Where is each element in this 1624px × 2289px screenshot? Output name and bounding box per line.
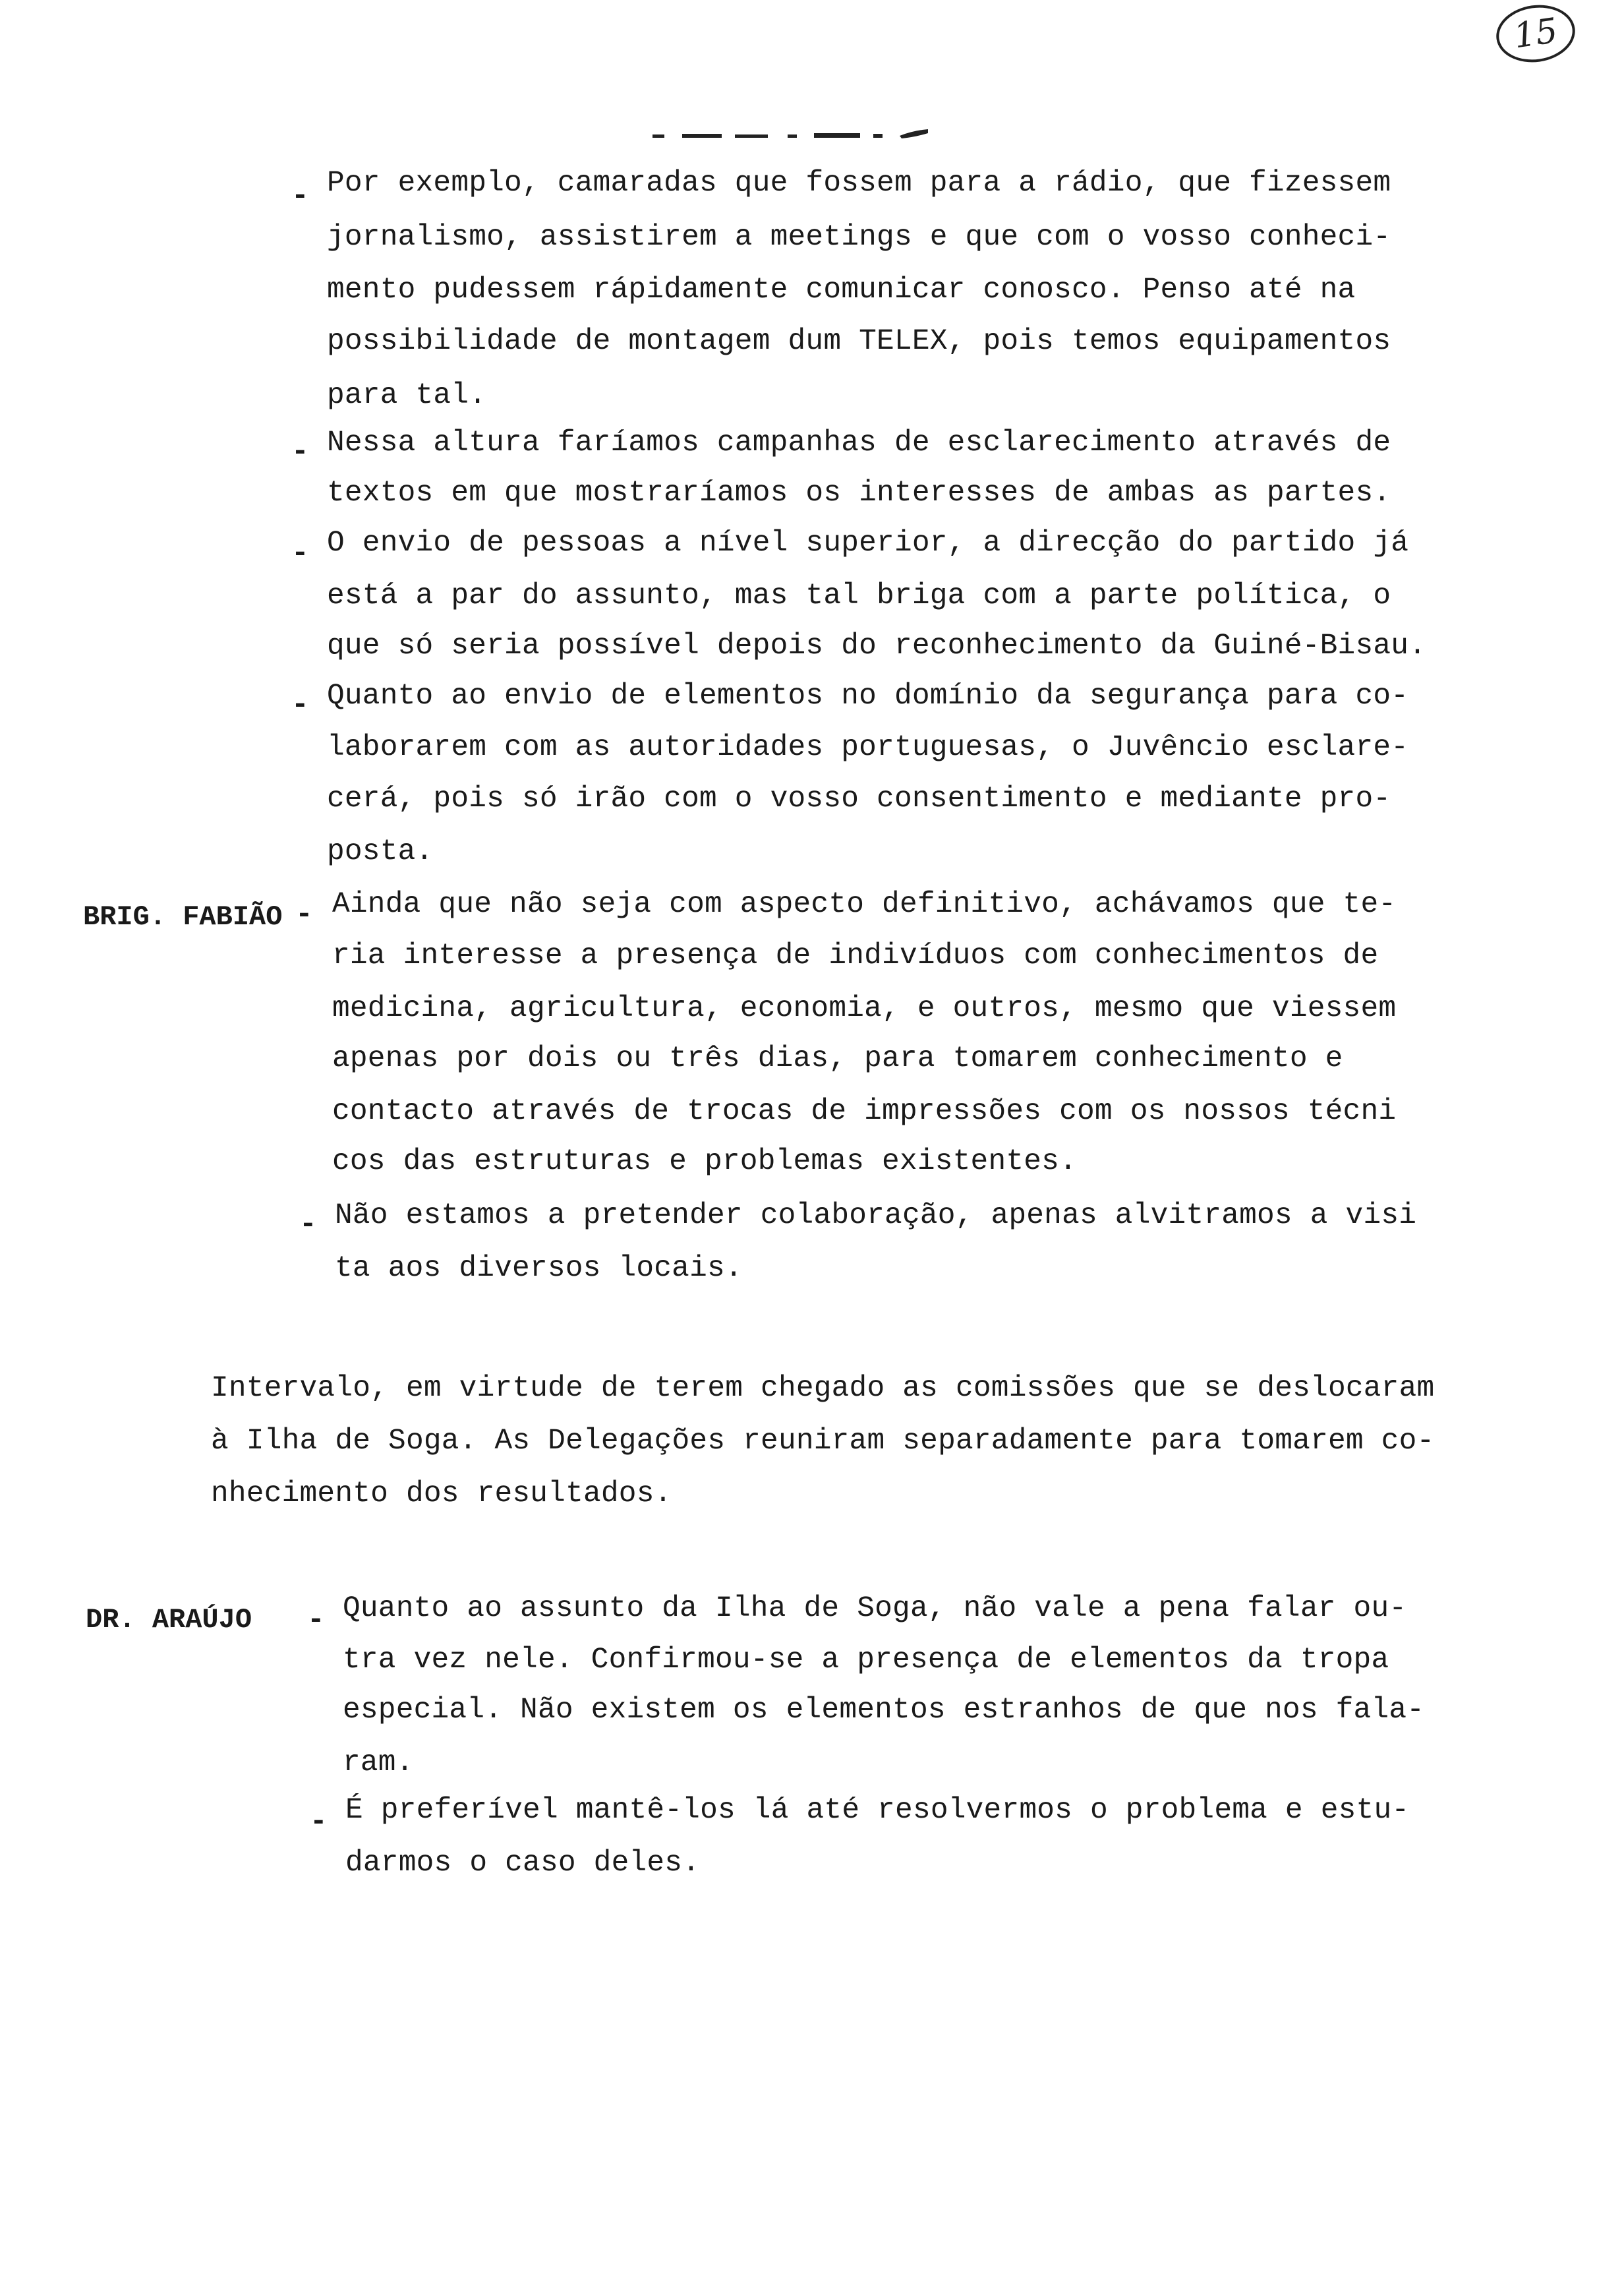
speaker-name: DR. ARAÚJO xyxy=(86,1604,252,1636)
dash-bullet: - xyxy=(291,436,309,469)
text-line: cos das estruturas e problemas existentes. xyxy=(332,1145,1077,1178)
text-line: posta. xyxy=(327,835,434,868)
text-line: especial. Não existem os elementos estranhos de que nos fala- xyxy=(343,1694,1425,1727)
text-line: Quanto ao envio de elementos no domínio da segurança para co- xyxy=(327,680,1409,713)
speaker-name: BRIG. FABIÃO xyxy=(83,901,283,933)
dash-bullet: - xyxy=(299,1208,317,1241)
dash-bullet: - xyxy=(295,899,313,932)
dash-bullet: - xyxy=(307,1604,325,1637)
text-line: ria interesse a presença de indivíduos com conhecimentos de xyxy=(332,939,1379,972)
text-line: textos em que mostraríamos os interesses de ambas as partes. xyxy=(327,477,1391,510)
text-line: ta aos diversos locais. xyxy=(335,1252,743,1285)
text-line: à Ilha de Soga. As Delegações reuniram separadamente para tomarem co- xyxy=(211,1425,1435,1458)
text-line: darmos o caso deles. xyxy=(345,1847,701,1880)
dash-bullet: - xyxy=(291,689,309,722)
text-line: Intervalo, em virtude de terem chegado as comissões que se deslocaram xyxy=(211,1372,1435,1405)
text-line: apenas por dois ou três dias, para tomarem conhecimento e xyxy=(332,1042,1343,1075)
text-line: Não estamos a pretender colaboração, apenas alvitramos a visi xyxy=(335,1199,1417,1232)
text-line: Quanto ao assunto da Ilha de Soga, não vale a pena falar ou- xyxy=(343,1592,1407,1625)
dash-bullet: - xyxy=(310,1806,328,1839)
page-number: 15 xyxy=(1493,0,1579,67)
dash-bullet: - xyxy=(291,180,309,213)
text-line: nhecimento dos resultados. xyxy=(211,1477,672,1510)
text-line: jornalismo, assistirem a meetings e que com o vosso conheci- xyxy=(327,221,1391,254)
text-line: tra vez nele. Confirmou-se a presença de elementos da tropa xyxy=(343,1644,1389,1677)
text-line: para tal. xyxy=(327,379,487,412)
text-line: que só seria possível depois do reconhecimento da Guiné-Bisau. xyxy=(327,630,1427,663)
text-line: Nessa altura faríamos campanhas de esclarecimento através de xyxy=(327,427,1391,460)
dash-bullet: - xyxy=(291,537,309,570)
text-line: medicina, agricultura, economia, e outros, mesmo que viessem xyxy=(332,992,1397,1025)
text-line: ram. xyxy=(343,1746,414,1779)
text-line: possibilidade de montagem dum TELEX, pois temos equipamentos xyxy=(327,325,1391,358)
text-line: contacto através de trocas de impressões com os nossos técni xyxy=(332,1095,1397,1128)
text-line: É preferível mantê-los lá até resolvermos o problema e estu- xyxy=(345,1794,1410,1827)
text-line: laborarem com as autoridades portuguesas, o Juvêncio esclare- xyxy=(327,731,1409,764)
text-line: está a par do assunto, mas tal briga com a parte política, o xyxy=(327,580,1391,612)
header-mark xyxy=(652,128,929,142)
text-line: mento pudessem rápidamente comunicar conosco. Penso até na xyxy=(327,274,1356,307)
text-line: Ainda que não seja com aspecto definitivo, achávamos que te- xyxy=(332,888,1397,921)
text-line: cerá, pois só irão com o vosso consentimento e mediante pro- xyxy=(327,783,1391,816)
text-line: Por exemplo, camaradas que fossem para a rádio, que fizessem xyxy=(327,167,1391,200)
text-line: O envio de pessoas a nível superior, a direcção do partido já xyxy=(327,527,1409,560)
